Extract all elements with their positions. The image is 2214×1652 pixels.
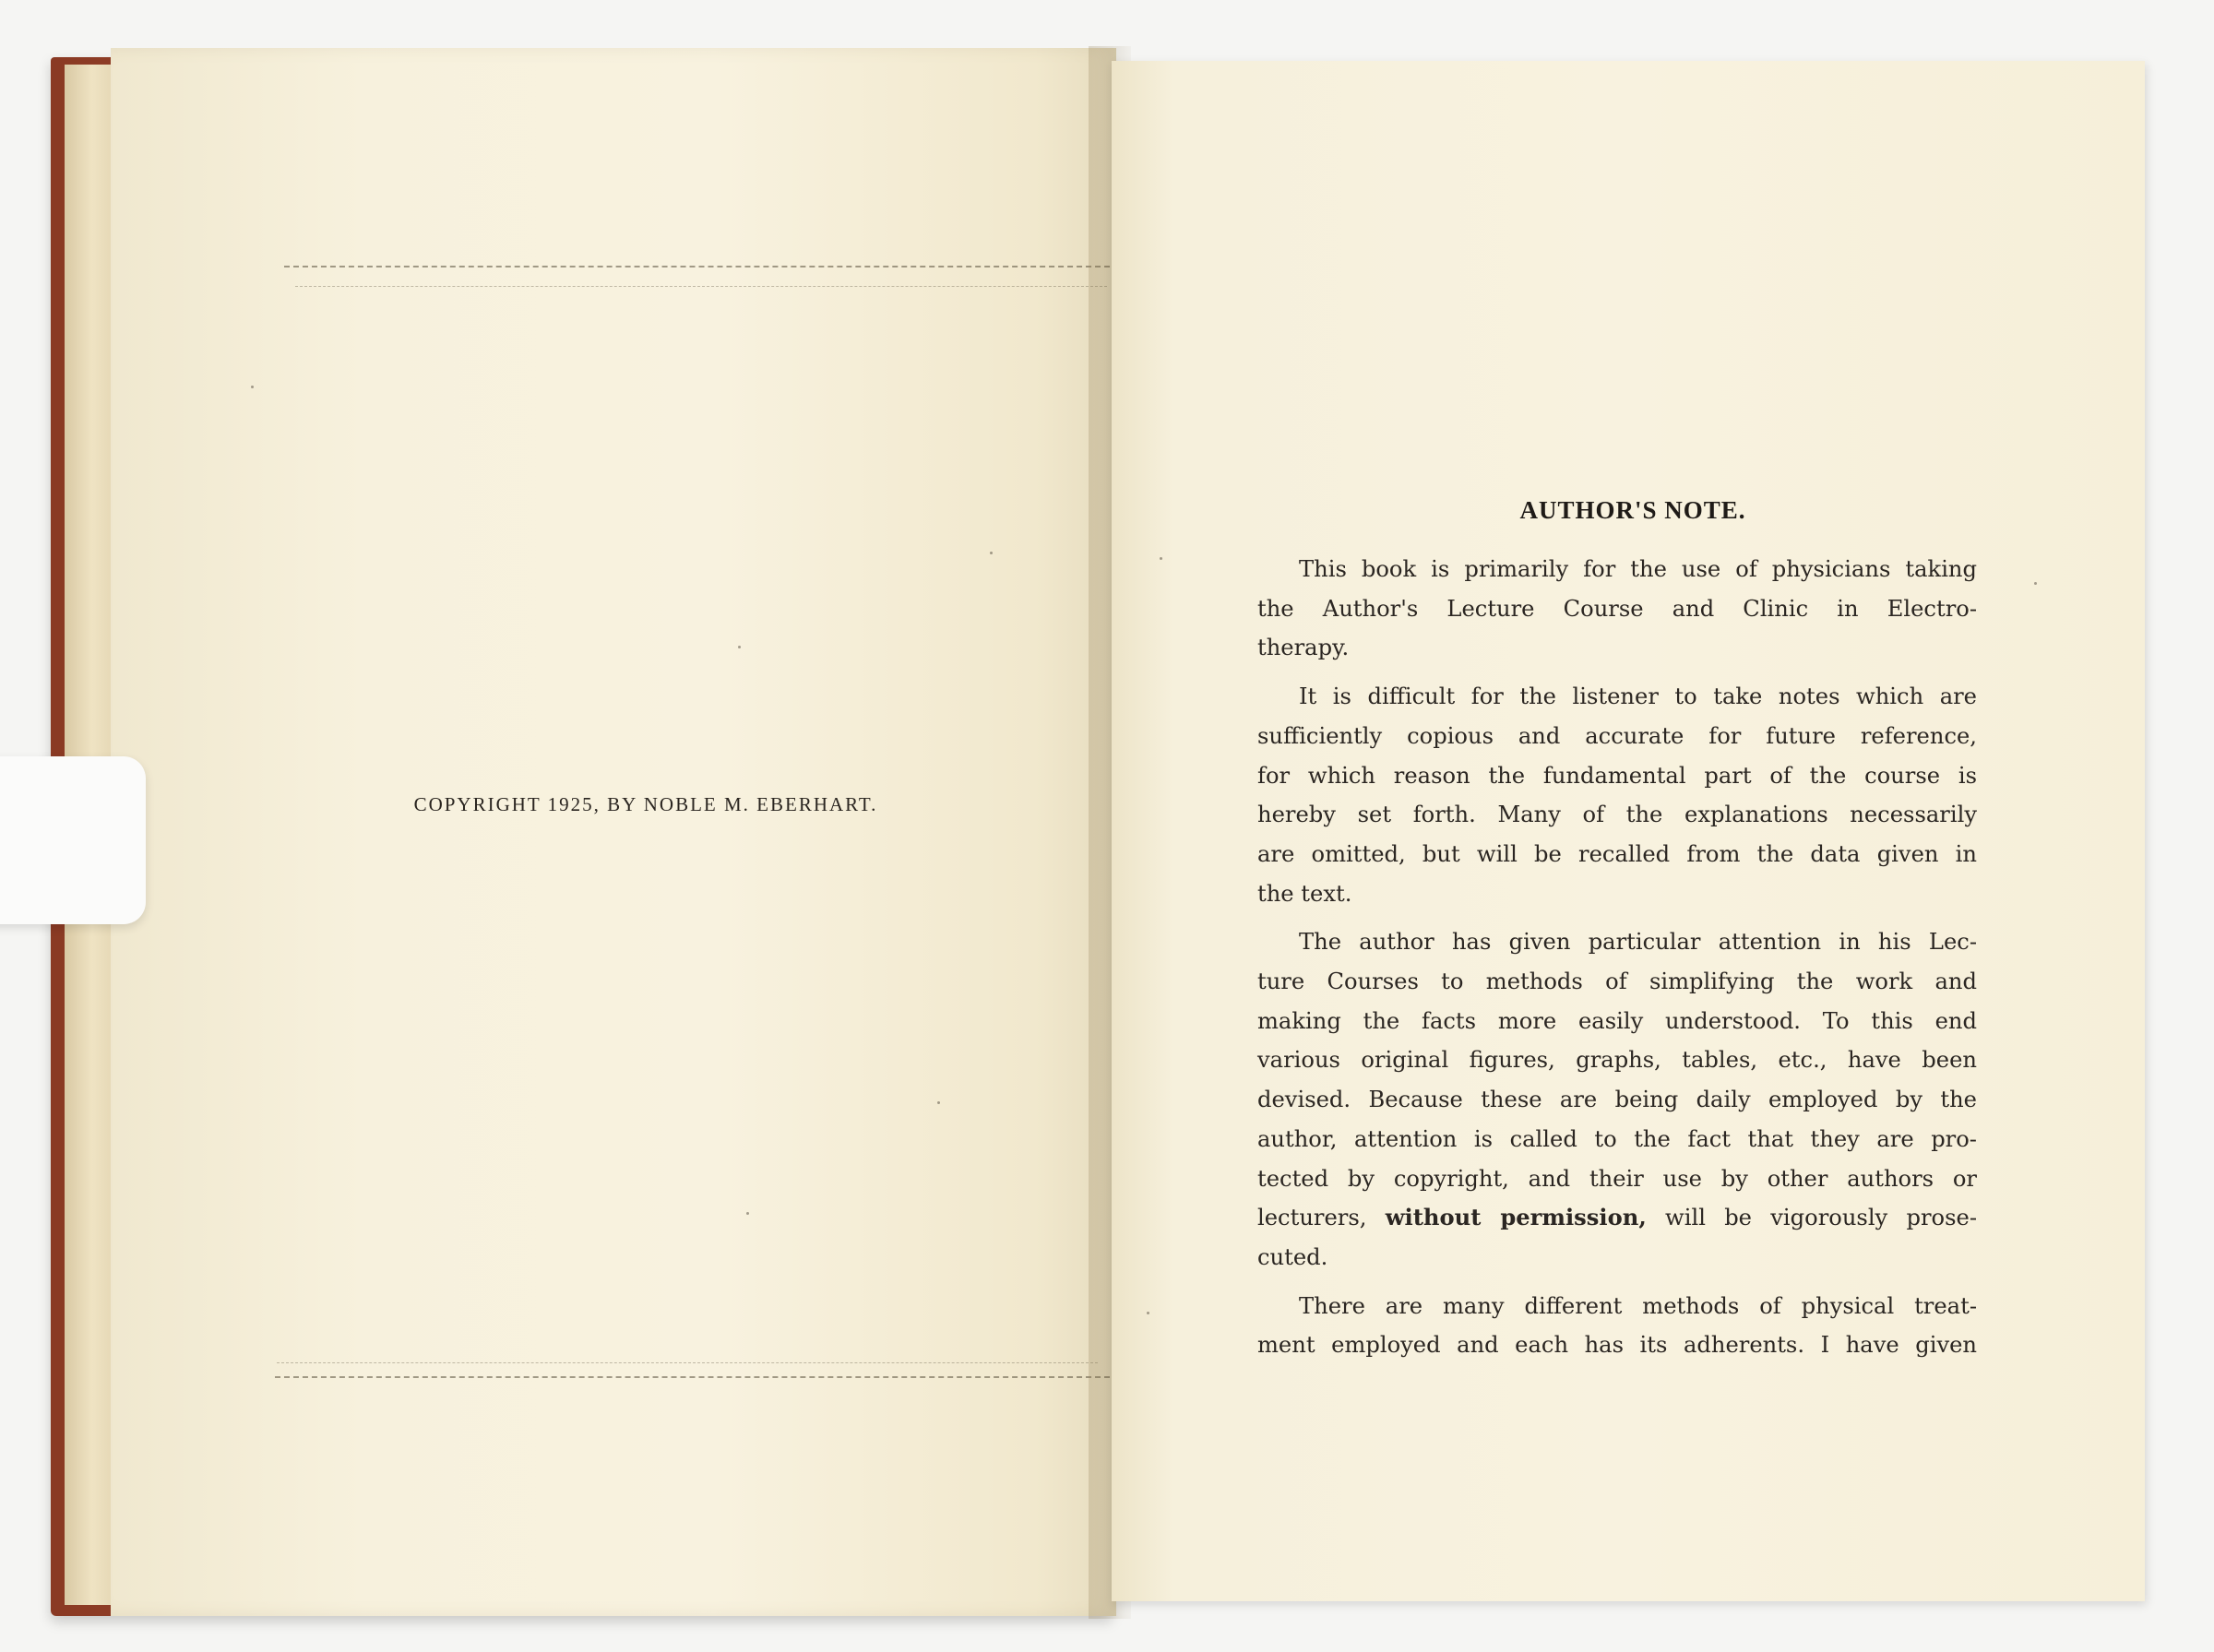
paper-speck: [990, 552, 993, 554]
text-line: cuted.: [1257, 1243, 1328, 1270]
paper-speck: [738, 646, 741, 648]
bold-phrase: without permission,: [1385, 1204, 1647, 1231]
paragraph-1: [1257, 550, 1977, 668]
text-line: various original figures, graphs, tables, etc., have been: [1257, 1047, 1977, 1074]
text-line: It is difficult for the listener to take notes which are: [1299, 683, 1977, 710]
top-ornamental-rule: [284, 266, 1128, 267]
text-line: therapy.: [1257, 635, 1350, 661]
paper-speck: [746, 1212, 749, 1215]
paper-speck: [937, 1101, 940, 1104]
text-line: author, attention is called to the fact that they are pro-: [1257, 1125, 1977, 1152]
authors-note-title: AUTHOR'S NOTE.: [1519, 496, 1746, 524]
text-line: ment employed and each has its adherents. I have given: [1257, 1332, 1977, 1359]
top-ornamental-rule-faint: [295, 286, 1107, 287]
text-line: The author has given particular attention in his Lec-: [1299, 929, 1977, 956]
bottom-ornamental-rule: [275, 1376, 1110, 1378]
paper-speck: [251, 386, 254, 388]
text-line: the Author's Lecture Course and Clinic in Electro-: [1257, 595, 1977, 622]
paper-speck: [1147, 1312, 1149, 1314]
text-line: There are many different methods of physical treat-: [1299, 1292, 1977, 1319]
text-line: tected by copyright, and their use by other authors or: [1257, 1165, 1977, 1192]
text-line: sufficiently copious and accurate for future reference,: [1257, 722, 1977, 749]
text-line: ture Courses to methods of simplifying the work and: [1257, 969, 1977, 995]
text-line: devised. Because these are being daily employed by the: [1257, 1087, 1977, 1113]
text-line-with-bold: [1257, 1198, 1977, 1238]
text-line: This book is primarily for the use of physicians taking: [1299, 556, 1977, 582]
paragraph-4: [1257, 1287, 1977, 1365]
paragraph-2: [1257, 677, 1977, 913]
text-line: hereby set forth. Many of the explanations necessarily: [1257, 802, 1977, 828]
text-fragment: will be vigorously prose-: [1646, 1205, 1977, 1231]
text-line: the text.: [1257, 880, 1352, 907]
text-line: are omitted, but will be recalled from the data given in: [1257, 840, 1977, 867]
text-fragment: lecturers,: [1257, 1205, 1386, 1231]
bookmark-clip: [0, 756, 146, 924]
copyright-line: COPYRIGHT 1925, BY NOBLE M. EBERHART.: [413, 793, 878, 815]
paper-speck: [1160, 557, 1162, 560]
text-line: making the facts more easily understood. To this end: [1257, 1007, 1977, 1034]
paper-speck: [2034, 582, 2037, 585]
left-page: [111, 48, 1116, 1616]
paragraph-3: [1257, 922, 1977, 1277]
bottom-ornamental-rule-faint: [277, 1362, 1098, 1363]
authors-note-body: [1257, 550, 1977, 1374]
text-line: for which reason the fundamental part of the course is: [1257, 762, 1977, 789]
